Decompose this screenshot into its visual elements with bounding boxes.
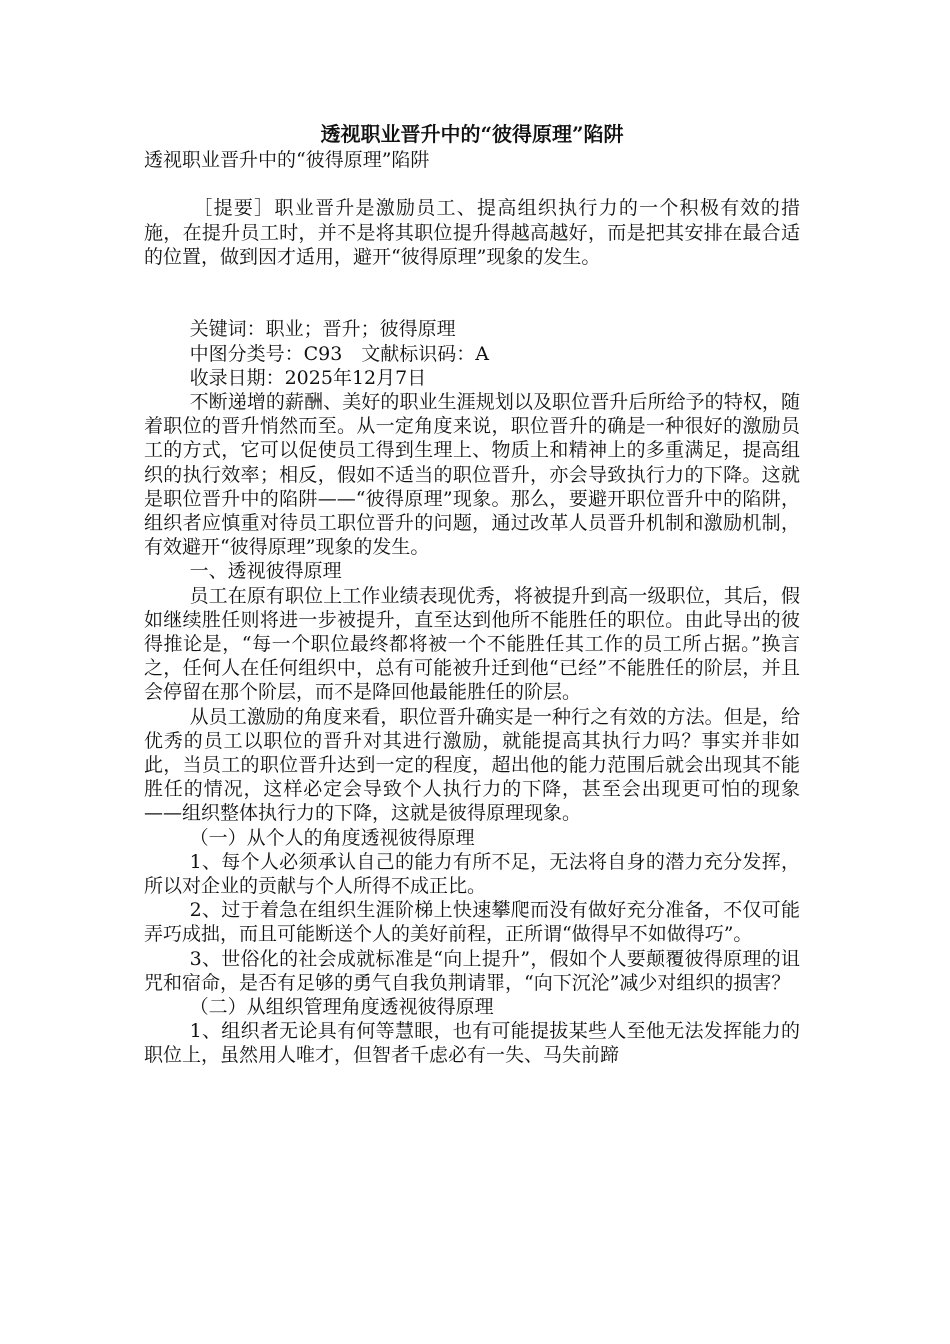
received-date-line: 收录日期：2025年12月7日 xyxy=(189,366,427,389)
list-item: 1、组织者无论具有何等慧眼，也有可能提拔某些人至他无法发挥能力的职位上，虽然用人唯才，但智者千虑必有一失、马失前蹄 xyxy=(144,1020,800,1067)
body-paragraph: 从员工激励的角度来看，职位晋升确实是一种行之有效的方法。但是，给优秀的员工以职位的晋升对其进行激励，就能提高其执行力吗？事实并非如此，当员工的职位晋升达到一定的程度，超出他的能力范围后就会出现其不能胜任的情况，这样必定会导致个人执行力的下降，甚至会出现更可怕的现象——组织整体执行力的下降，这就是彼得原理现象。 xyxy=(144,705,800,825)
list-item: 2、过于着急在组织生涯阶梯上快速攀爬而没有做好充分准备，不仅可能弄巧成拙，而且可能断送个人的美好前程，正所谓“做得早不如做得巧”。 xyxy=(144,899,800,946)
section-heading: 一、透视彼得原理 xyxy=(189,560,342,583)
body-paragraph: 员工在原有职位上工作业绩表现优秀，将被提升到高一级职位，其后，假如继续胜任则将进一步被提升，直至达到他所不能胜任的职位。由此导出的彼得推论是，“每一个职位最终都将被一个不能胜任其工作的员工所占据。”换言之，任何人在任何组织中，总有可能被升迁到他“已经”不能胜任的阶层，并且会停留在那个阶层，而不是降回他最能胜任的阶层。 xyxy=(144,584,800,704)
document-body xyxy=(144,120,800,1068)
subsection-heading: （一）从个人的角度透视彼得原理 xyxy=(189,826,475,849)
body-paragraph: 不断递增的薪酬、美好的职业生涯规划以及职位晋升后所给予的特权，随着职位的晋升悄然而至。从一定角度来说，职位晋升的确是一种很好的激励员工的方式，它可以促使员工得到生理上、物质上和精神上的多重满足，提高组织的执行效率；相反，假如不适当的职位晋升，亦会导致执行力的下降。这就是职位晋升中的陷阱——“彼得原理”现象。那么，要避开职位晋升中的陷阱，组织者应慎重对待员工职位晋升的问题，通过改革人员晋升机制和激励机制，有效避开“彼得原理”现象的发生。 xyxy=(144,390,800,559)
classification-line: 中图分类号：C93 文献标识码：A xyxy=(189,342,490,365)
blank-line xyxy=(144,269,800,293)
list-item: 3、世俗化的社会成就标准是“向上提升”，假如个人要颠覆彼得原理的诅咒和宿命，是否有足够的勇气自我负荆请罪，“向下沉沦”减少对组织的损害？ xyxy=(144,947,800,994)
blank-line xyxy=(144,172,800,196)
document-title: 透视职业晋升中的“彼得原理”陷阱 xyxy=(320,122,624,146)
subsection-heading: （二）从组织管理角度透视彼得原理 xyxy=(189,996,494,1019)
blank-line xyxy=(144,293,800,317)
list-item: 1、每个人必须承认自己的能力有所不足，无法将自身的潜力充分发挥，所以对企业的贡献与个人所得不成正比。 xyxy=(144,850,800,898)
keywords-line: 关键词：职业；晋升；彼得原理 xyxy=(189,318,456,341)
document-subtitle: 透视职业晋升中的“彼得原理”陷阱 xyxy=(144,149,430,171)
abstract-paragraph: ［提要］职业晋升是激励员工、提高组织执行力的一个积极有效的措施，在提升员工时，并不是将其职位提升得越高越好，而是把其安排在最合适的位置，做到因才适用，避开“彼得原理”现象的发生。 xyxy=(144,197,800,268)
